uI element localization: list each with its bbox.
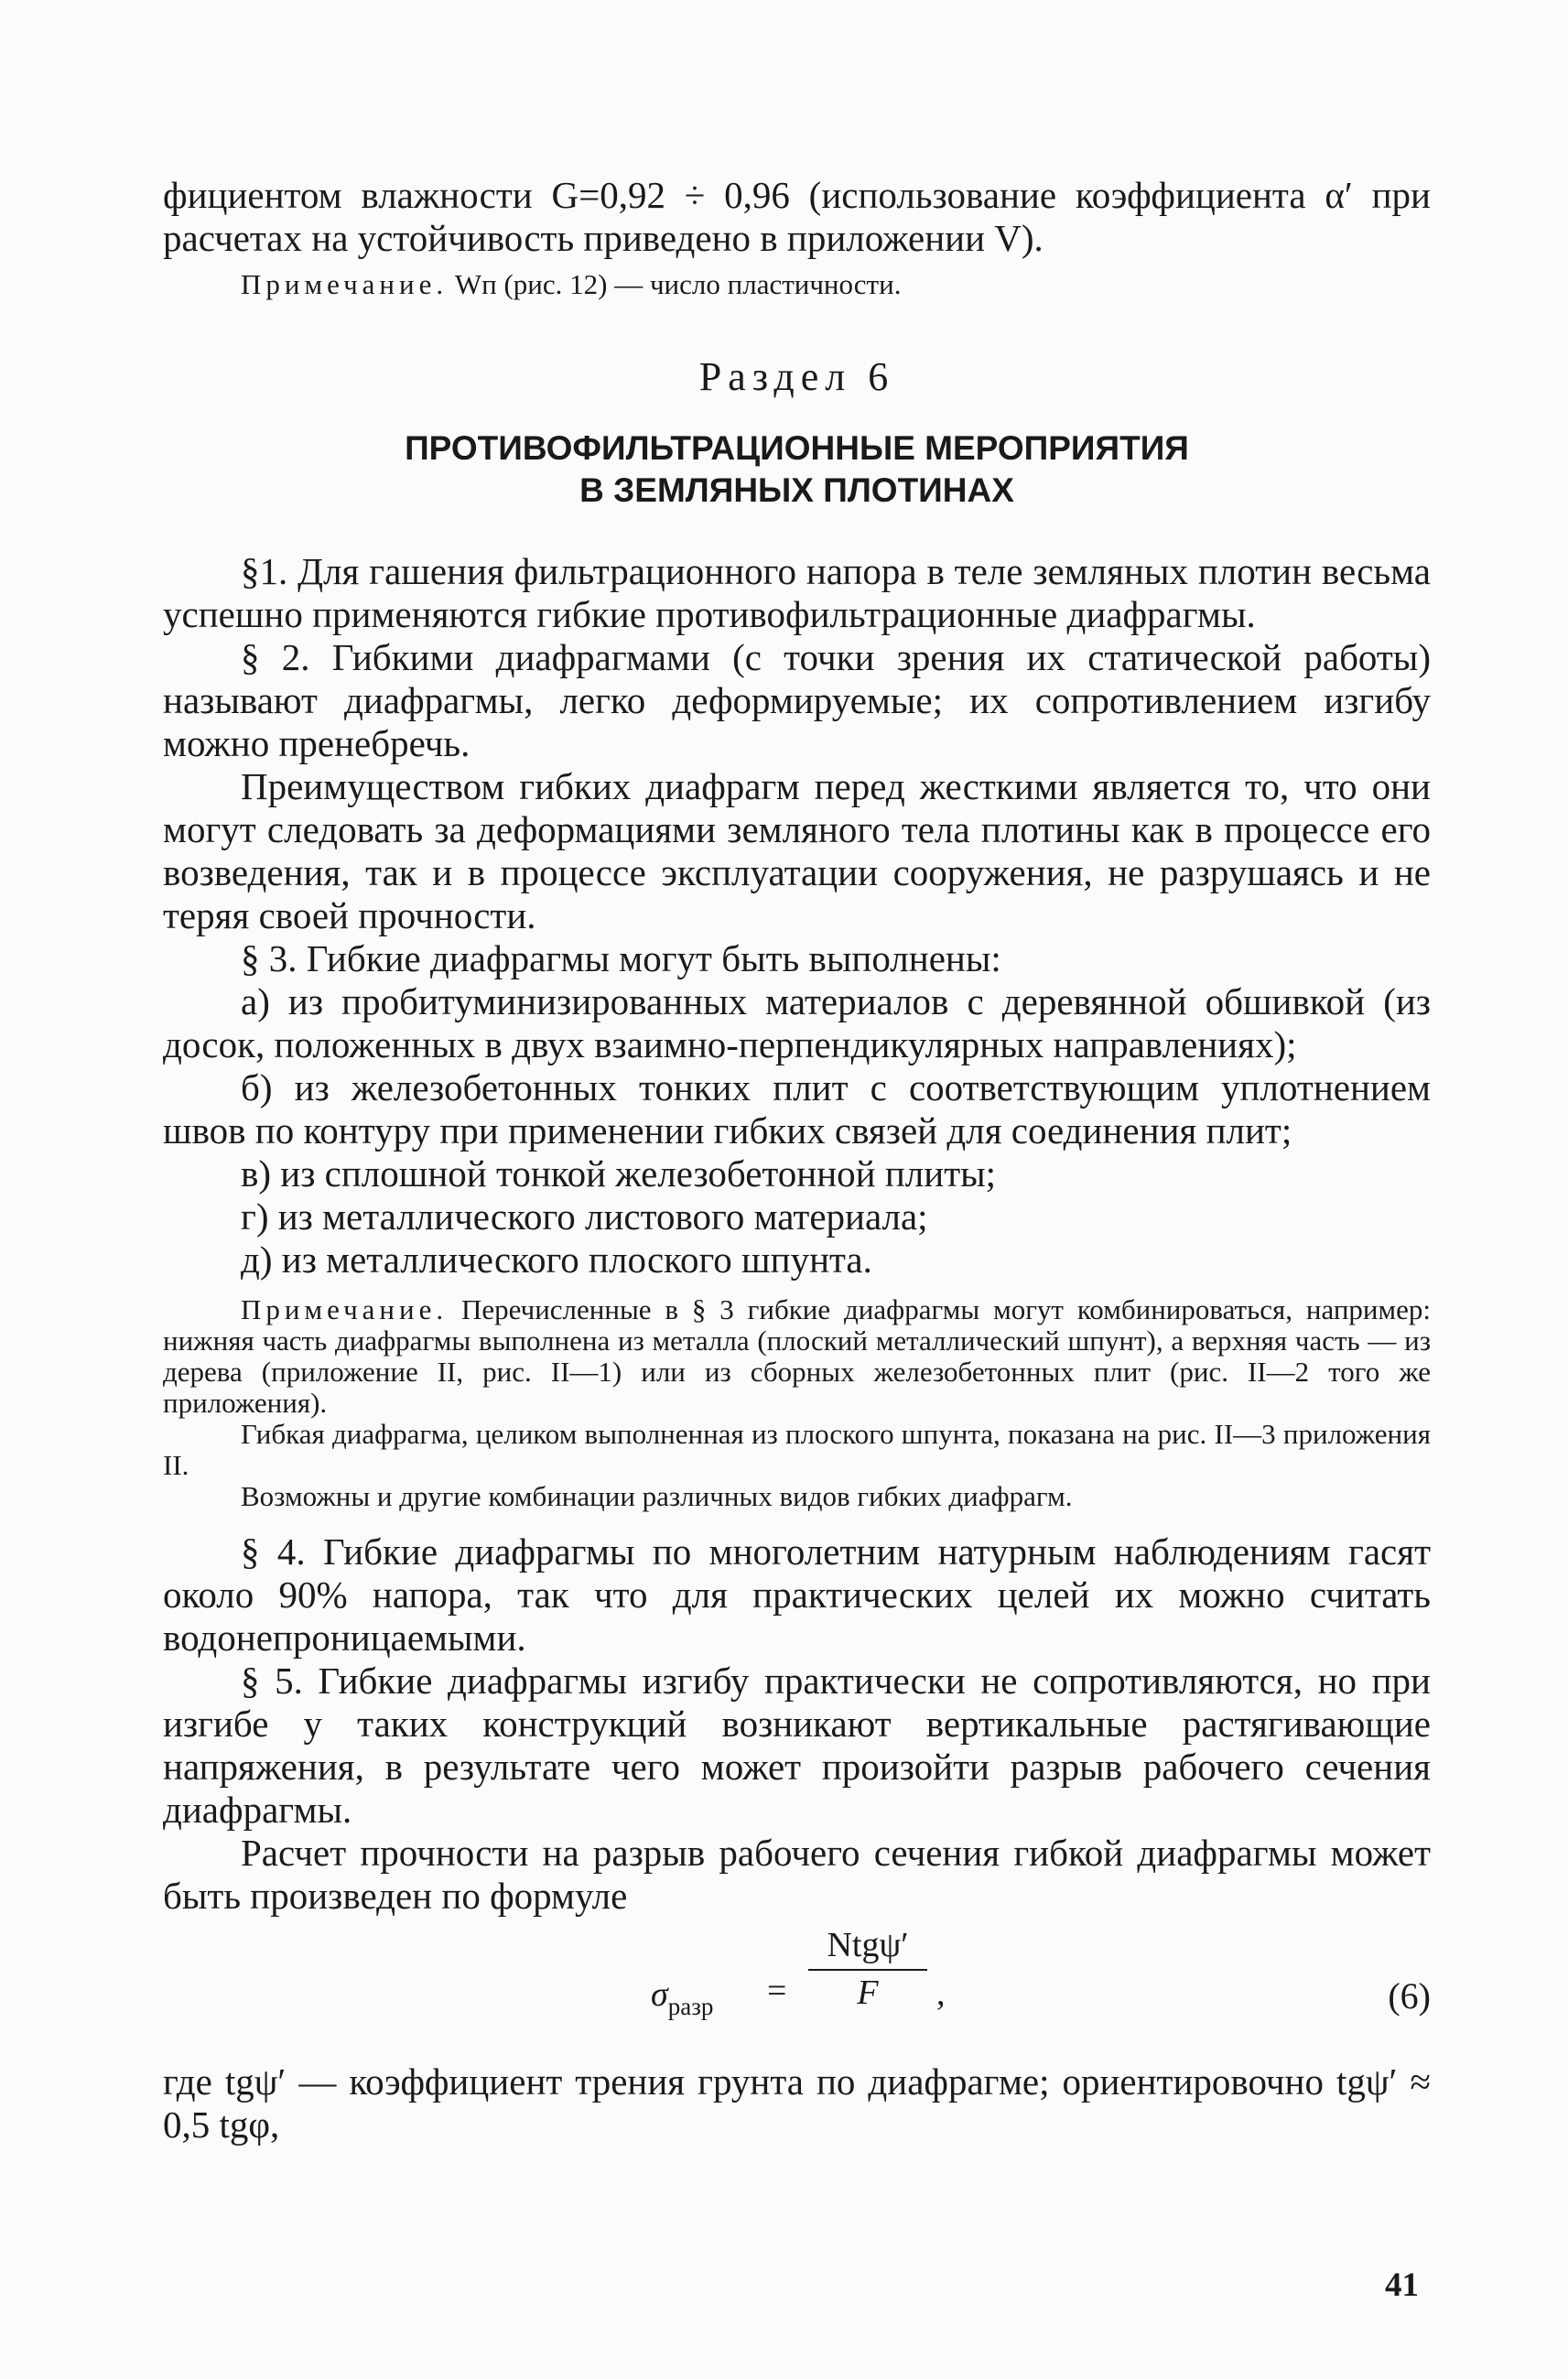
paragraph-7: Расчет прочности на разрыв рабочего сечения гибкой диафрагмы может быть произведен по формуле <box>163 1832 1431 1917</box>
formula-lhs: $\sigma_{разр}$ <box>651 1975 714 2020</box>
formula-comma: , <box>936 1974 946 2013</box>
formula-explanation: где tgψ′ — коэффициент трения грунта по диафрагме; ориентировочно tgψ′ ≈ 0,5 tgφ, <box>163 2060 1431 2146</box>
section-title-line1: ПРОТИВОФИЛЬТРАЦИОННЫЕ МЕРОПРИЯТИЯ <box>405 429 1189 467</box>
list-item-b: б) из железобетонных тонких плит с соответствующим уплотнением швов по контуру при применении гибких связей для соединения плит; <box>163 1066 1431 1152</box>
list-item-g: г) из металлического листового материала; <box>241 1195 928 1238</box>
note2-text1: Перечисленные в § 3 гибкие диафрагмы могут комбинироваться, например: нижняя часть диафрагмы выполнена из металла (плоский металлический шпунт), а верхняя часть — из дерева (приложение II, рис. II—1) или из сборных железобетонных плит (рис. II—2 того же приложения). <box>163 1293 1431 1419</box>
formula-fraction <box>808 1925 927 2013</box>
note-combinations <box>163 1294 1431 1512</box>
page-number: 41 <box>1385 2266 1419 2304</box>
formula-6 <box>163 1923 1431 2060</box>
paragraph-1: §1. Для гашения фильтрационного напора в теле земляных плотин весьма успешно применяются гибкие противофильтрационные диафрагмы. <box>163 550 1431 635</box>
formula-denominator: F <box>857 1973 879 2012</box>
paragraph-4: § 3. Гибкие диафрагмы могут быть выполнены: <box>241 937 1001 979</box>
list-item-a: а) из пробитуминизированных материалов с деревянной обшивкой (из досок, положенных в двух взаимно-перпендикулярных направлениях); <box>163 980 1431 1065</box>
list-item-d: д) из металлического плоского шпунта. <box>241 1238 872 1281</box>
paragraph-6: § 5. Гибкие диафрагмы изгибу практически не сопротивляются, но при изгибе у таких конструкций возникают вертикальные растягивающие напряжения, в результате чего может произойти разрыв рабочего сечения диафрагмы. <box>163 1660 1431 1831</box>
intro-paragraph: фициентом влажности G=0,92 ÷ 0,96 (использование коэффициента α′ при расчетах на устойчивость приведено в приложении V). <box>163 174 1431 259</box>
formula-numerator: Ntgψ′ <box>808 1925 927 1971</box>
note2-text2: Гибкая диафрагма, целиком выполненная из плоского шпунта, показана на рис. II—3 приложения II. <box>163 1418 1431 1481</box>
section-title <box>163 427 1431 512</box>
paragraph-5: § 4. Гибкие диафрагмы по многолетним натурным наблюдениям гасят около 90% напора, так что для практических целей их можно считать водонепроницаемыми. <box>163 1530 1431 1659</box>
formula-lhs-sub: разр <box>667 1993 714 2020</box>
paragraph-2: § 2. Гибкими диафрагмами (с точки зрения их статической работы) называют диафрагмы, легко деформируемые; их сопротивлением изгибу можно пренебречь. <box>163 636 1431 764</box>
page-content <box>163 174 1431 2147</box>
note2-text3: Возможны и другие комбинации различных видов гибких диафрагм. <box>241 1480 1073 1512</box>
paragraph-3: Преимуществом гибких диафрагм перед жесткими является то, что они могут следовать за деформациями земляного тела плотины как в процессе его возведения, так и в процессе эксплуатации сооружения, не разрушаясь и не теряя своей прочности. <box>163 765 1431 936</box>
formula-equals: = <box>767 1972 787 2010</box>
section-label: Раздел 6 <box>698 354 895 399</box>
note2-first <box>163 1294 1431 1419</box>
list-item-v: в) из сплошной тонкой железобетонной плиты; <box>241 1152 997 1195</box>
note2-label: Примечание. <box>241 1293 449 1325</box>
note-label: Примечание. <box>241 268 449 300</box>
section-title-line2: В ЗЕМЛЯНЫХ ПЛОТИНАХ <box>579 471 1014 509</box>
note-text: Wп (рис. 12) — число пластичности. <box>448 268 902 300</box>
formula-number: (6) <box>1388 1975 1431 2017</box>
note-plasticity <box>163 269 1431 300</box>
